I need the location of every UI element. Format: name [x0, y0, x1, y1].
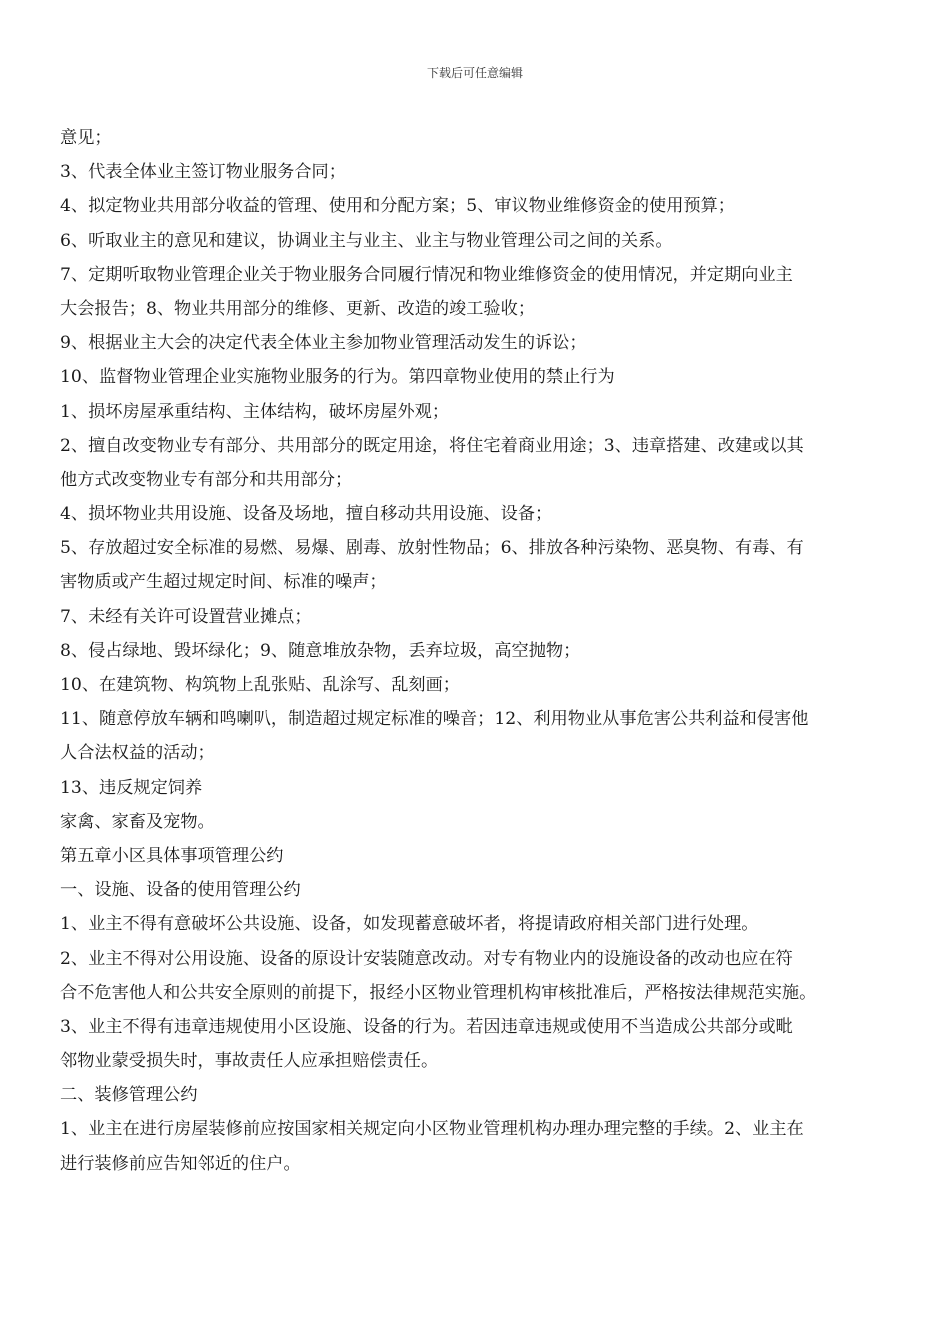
text-line: 2、擅自改变物业专有部分、共用部分的既定用途，将住宅着商业用途；3、违章搭建、改建或以其	[60, 435, 804, 456]
text-line: 人合法权益的活动；	[60, 743, 215, 764]
text-line: 10、监督物业管理企业实施物业服务的行为。第四章物业使用的禁止行为	[60, 367, 615, 388]
text-line: 5、存放超过安全标准的易燃、易爆、剧毒、放射性物品；6、排放各种污染物、恶臭物、有毒、有	[60, 538, 804, 559]
text-line: 进行装修前应告知邻近的住户。	[60, 1153, 301, 1174]
text-line: 4、损坏物业共用设施、设备及场地，擅自移动共用设施、设备；	[60, 504, 553, 525]
text-line: 意见；	[60, 128, 112, 148]
text-line: 8、侵占绿地、毁坏绿化；9、随意堆放杂物，丢弃垃圾，高空抛物；	[60, 640, 581, 661]
text-line: 合不危害他人和公共安全原则的前提下，报经小区物业管理机构审核批准后，严格按法律规范实施。	[60, 982, 817, 1003]
text-line: 13、违反规定饲养	[60, 777, 203, 798]
text-line: 2、业主不得对公用设施、设备的原设计安装随意改动。对专有物业内的设施设备的改动也应在符	[60, 948, 793, 969]
text-line: 1、业主在进行房屋装修前应按国家相关规定向小区物业管理机构办理办理完整的手续。2、业主在	[60, 1119, 804, 1140]
text-line: 他方式改变物业专有部分和共用部分；	[60, 469, 353, 490]
subsection-heading: 一、设施、设备的使用管理公约	[60, 880, 301, 901]
text-line: 11、随意停放车辆和鸣喇叭，制造超过规定标准的噪音；12、利用物业从事危害公共利益和侵害他	[60, 709, 809, 730]
section-heading: 第五章小区具体事项管理公约	[60, 845, 284, 866]
text-line: 4、拟定物业共用部分收益的管理、使用和分配方案；5、审议物业维修资金的使用预算；	[60, 196, 735, 217]
text-line: 7、未经有关许可设置营业摊点；	[60, 606, 312, 627]
subsection-heading: 二、装修管理公约	[60, 1085, 198, 1106]
text-line: 家禽、家畜及宠物。	[60, 811, 215, 832]
document-body	[60, 121, 896, 1181]
text-line: 6、听取业主的意见和建议，协调业主与业主、业主与物业管理公司之间的关系。	[60, 230, 673, 251]
text-line: 3、业主不得有违章违规使用小区设施、设备的行为。若因违章违规或使用不当造成公共部分或毗	[60, 1016, 793, 1037]
text-line: 1、业主不得有意破坏公共设施、设备，如发现蓄意破坏者，将提请政府相关部门进行处理。	[60, 914, 759, 935]
text-line: 大会报告；8、物业共用部分的维修、更新、改造的竣工验收；	[60, 298, 536, 319]
text-line: 9、根据业主大会的决定代表全体业主参加物业管理活动发生的诉讼；	[60, 333, 587, 354]
text-line: 邻物业蒙受损失时，事故责任人应承担赔偿责任。	[60, 1051, 439, 1072]
text-line: 害物质或产生超过规定时间、标准的噪声；	[60, 572, 387, 593]
text-line: 1、损坏房屋承重结构、主体结构，破坏房屋外观；	[60, 401, 450, 422]
text-line: 7、定期听取物业管理企业关于物业服务合同履行情况和物业维修资金的使用情况，并定期向业主	[60, 264, 793, 285]
text-line: 3、代表全体业主签订物业服务合同；	[60, 162, 346, 183]
text-line: 10、在建筑物、构筑物上乱张贴、乱涂写、乱刻画；	[60, 675, 460, 695]
page-header: 下载后可任意编辑	[426, 66, 523, 80]
